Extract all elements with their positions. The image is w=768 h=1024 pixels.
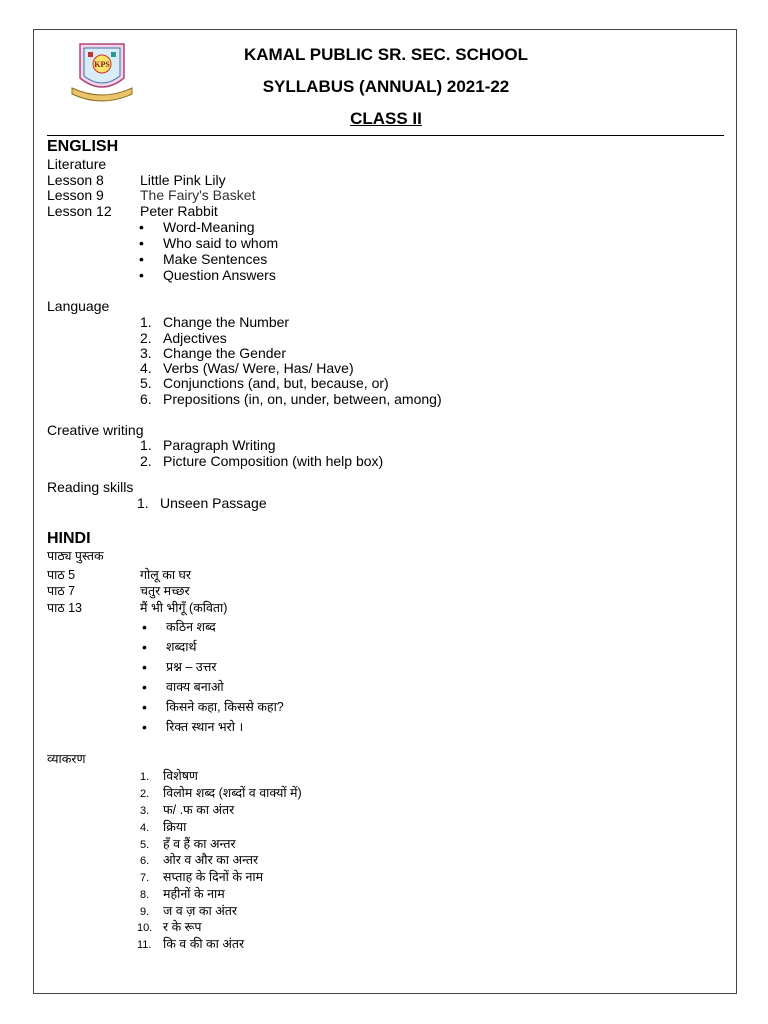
lesson-title: मैं भी भीगूँ (कविता) [140,601,228,615]
literature-label: Literature [47,156,107,172]
list-item: कि व की का अंतर [163,937,245,951]
lesson-title: The Fairy's Basket [140,187,256,203]
list-item: Change the Gender [163,345,286,361]
lesson-title: गोलू का घर [140,568,192,582]
hindi-heading: HINDI [47,530,91,547]
list-item: महीनों के नाम [163,887,225,901]
lesson-number: Lesson 12 [47,203,112,219]
list-item: • Who said to whom [163,235,278,251]
list-item: क्रिया [163,820,187,834]
grammar-label: व्याकरण [47,752,86,766]
lesson-title: Little Pink Lily [140,172,226,188]
language-label: Language [47,298,110,314]
list-item: Unseen Passage [160,495,267,511]
list-item: Picture Composition (with help box) [163,453,384,469]
list-item: Conjunctions (and, but, because, or) [163,375,389,391]
list-item: ओर व और का अन्तर [163,853,259,867]
school-name: KAMAL PUBLIC SR. SEC. SCHOOL [244,45,528,64]
list-item: Paragraph Writing [163,437,276,453]
list-item: Adjectives [163,330,227,346]
list-item: Verbs (Was/ Were, Has/ Have) [163,360,354,376]
syllabus-page: KPS KAMAL PUBLIC SR. SEC. SCHOOL SYLLABUS (ANNUAL) 2021-22 CLASS II ENGLISH Literature Lesson 8 Little Pink Lily Lesson 9 The Fairy's Basket Lesson 12 Peter Rabbit • Word-Meaning • Who said to whom • Make Sentences • Question Answers Language 1. Change the Number 2. Adjectives 3. Change the Gender 4. Verbs (Was/ Were, Has/ Have) 5. Conjunctions (and, but, because, or) 6. Prepositions (in, on, under, between, among) Creative writing 1. Paragraph Writing 2. Picture Composition (with help box) Reading skills 1. Unseen Passage HINDI पाठ्य पुस्तक पाठ 5 गोलू का घर पाठ 7 चतुर मच्छर पाठ 13 मैं भी भीगूँ (कविता) • कठिन शब्द • शब्दार्थ • प्रश्न – उत्तर • वाक्य बनाओ • किसने कहा, किससे कहा? • रिक्त स्थान भरो । व्याकरण 1. विशेषण 2. विलोम शब्द (शब्दों व वाक्यों में) 3. फ/ .फ का अंतर 4. क्रिया 5. हँ व हैं का अन्तर 6. ओर व और का अन्तर 7. सप्ताह के दिनों के नाम 8. महीनों के नाम 9. ज व ज़ का अंतर 10. र के रूप 11. कि व की का अंतर [33,29,737,994]
lesson-number: पाठ 5 [47,568,76,582]
list-item: फ/ .फ का अंतर [163,803,235,817]
reading-skills-label: Reading skills [47,479,134,495]
list-item: Change the Number [163,314,290,330]
list-item: • किसने कहा, किससे कहा? [166,699,284,715]
list-item: • Word-Meaning [163,219,255,235]
lesson-title: चतुर मच्छर [140,584,190,598]
textbook-label: पाठ्य पुस्तक [47,549,104,563]
lesson-number: Lesson 9 [47,187,104,203]
list-item: • वाक्य बनाओ [166,679,224,695]
list-item: विलोम शब्द (शब्दों व वाक्यों में) [163,786,302,800]
list-item: • Question Answers [163,267,276,283]
list-item: • Make Sentences [163,251,267,267]
syllabus-title: SYLLABUS (ANNUAL) 2021-22 [262,77,510,96]
list-item: • रिक्त स्थान भरो । [166,719,243,735]
list-item: Prepositions (in, on, under, between, among) [163,391,442,407]
lesson-number: पाठ 7 [47,584,76,598]
list-item: विशेषण [163,769,198,783]
lesson-title: Peter Rabbit [140,203,218,219]
list-item: हँ व हैं का अन्तर [163,837,236,851]
header-rule [47,135,724,136]
creative-writing-label: Creative writing [47,422,144,438]
lesson-number: पाठ 13 [47,601,82,615]
list-item: • कठिन शब्द [166,619,216,635]
list-item: सप्ताह के दिनों के नाम [163,870,264,884]
list-item: • शब्दार्थ [166,639,197,655]
class-title: CLASS II [350,109,422,128]
list-item: • प्रश्न – उत्तर [166,659,216,675]
list-item: ज व ज़ का अंतर [163,904,238,918]
logo-text: KPS [94,60,110,69]
list-item: र के रूप [163,920,202,934]
english-heading: ENGLISH [47,138,119,155]
lesson-number: Lesson 8 [47,172,104,188]
